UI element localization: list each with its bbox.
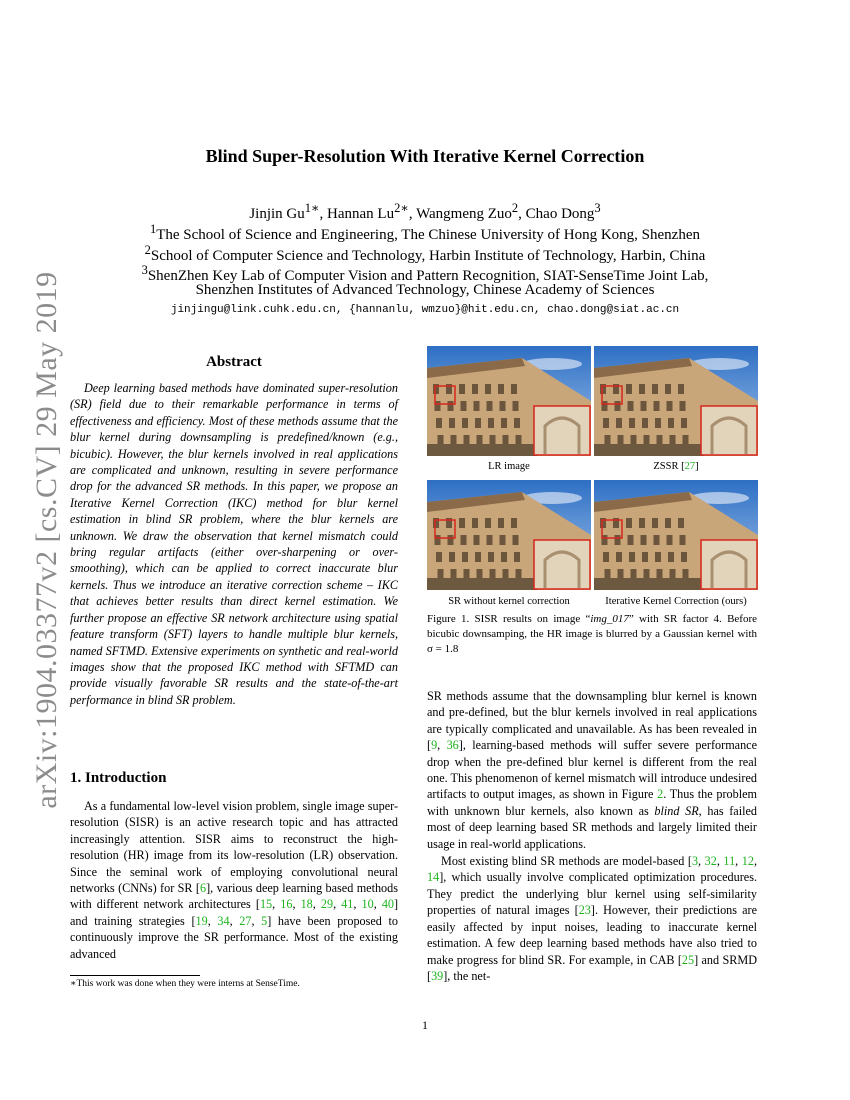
section-heading-introduction: 1. Introduction: [70, 770, 167, 786]
figure-image-lr: [427, 346, 591, 456]
arxiv-side-stamp: arXiv:1904.03377v2 [cs.CV] 29 May 2019: [30, 271, 63, 809]
citation-link[interactable]: 3: [691, 854, 699, 869]
citation-link[interactable]: 6: [200, 881, 207, 896]
author-sup: 2: [511, 201, 519, 215]
page-number: 1: [422, 1018, 428, 1032]
introduction-paragraph: As a fundamental low-level vision problem, single image super-resolution (SISR) is an active research topic and has attracted increasingly attention. SISR aims to reconstruct the high-resolution (HR) image from its low-resolution (LR) observation. Since the seminal work of employing convolutional neural networks (CNNs) for SR [6], various deep learning based methods with different network architectures [15, 16, 18, 29, 41, 10, 40] and training strategies [19, 34, 27, 5] have been proposed to continuously improve the SR performance. Most of the existing advanced: [70, 799, 399, 961]
author-name: Jinjin Gu: [249, 206, 305, 222]
author-list: Jinjin $Gu^{1∗}$, Hannan $Lu^{2∗}$, Wangmeng Zuo$^2$, Chao Dong$^3$: [249, 201, 601, 222]
affiliation-sup: 1: [149, 222, 157, 236]
citation-link[interactable]: 40: [381, 897, 394, 912]
affiliation-text: School of Computer Science and Technology, Harbin Institute of Technology, Harbin, China: [150, 248, 706, 264]
citation-link[interactable]: 14: [427, 870, 440, 885]
figure-subcaption: Iterative Kernel Correction (ours): [605, 596, 747, 607]
building-photo: [594, 346, 758, 456]
citation-link[interactable]: 32: [704, 854, 717, 869]
introduction-text: [70, 798, 398, 962]
affiliation-3-cont: Shenzhen Institutes of Advanced Technology, Chinese Academy of Sciences: [195, 282, 655, 298]
citation-link[interactable]: 16: [280, 897, 293, 912]
figure-subcaption: LR image: [488, 461, 530, 472]
building-photo: [427, 346, 591, 456]
citation-link[interactable]: 34: [217, 913, 230, 928]
citation-link[interactable]: 5: [261, 913, 268, 928]
footnote: ∗This work was done when they were interns at SenseTime.: [70, 979, 300, 989]
building-photo: [427, 480, 591, 590]
citation-link[interactable]: 11: [723, 854, 736, 869]
affiliation-sup: 2: [144, 243, 151, 257]
citation-link[interactable]: 39: [431, 968, 444, 983]
citation-link[interactable]: 29: [320, 897, 334, 912]
abstract-text: [70, 380, 398, 708]
figure-caption: Figure 1. SISR results on image “img_017” with SR factor 4. Before bicubic downsamping, the HR image is blurred by a Gaussian kernel with σ = 1.8: [427, 613, 757, 655]
abstract-paragraph: Deep learning based methods have dominated super-resolution (SR) field due to their remarkable performance in terms of effectiveness and efficiency. Most of these methods assume that the blur kernel during downsampling is predefined/known (e.g., bicubic). However, the blur kernels involved in real applications are complicated and unknown, resulting in severe performance drop for the advanced SR methods. In this paper, we propose an Iterative Kernel Correction (IKC) method for blur kernel estimation in blind SR problem, where the blur kernels are unknown. We draw the observation that kernel mismatch could bring regular artifacts (either over-sharpening or over-smoothing), which can be applied to correct inaccurate blur kernels. Thus we introduce an iterative correction scheme – IKC that achieves better results than direct kernel estimation. We further propose an effective SR network architecture using spatial feature transform (SFT) layers to handle multiple blur kernels, named SFTMD. Extensive experiments on synthetic and real-world images show that the proposed IKC method with SFTMD can provide visually favorable SR results and the state-of-the-art performance in blind SR problem.: [70, 381, 398, 707]
body-paragraph: SR methods assume that the downsampling blur kernel is known and pre-defined, but the blur kernels involved in real applications are typically complicated and unavailable. As has been revealed in [9, 36], learning-based methods will suffer severe performance drop when the pre-defined blur kernel is different from the real one. This phenomenon of kernel mismatch will introduce undesired artifacts to output images, as shown in Figure 2. Thus the problem with unknown blur kernels, also known as blind SR, has failed most of deep learning based SR methods and largely limited their usage in real-world applications.: [427, 689, 757, 851]
figure-subcaption: ZSSR [27]: [653, 461, 699, 472]
building-photo: [594, 480, 758, 590]
author-name: Wangmeng Zuo: [416, 206, 512, 222]
citation-link[interactable]: 36: [446, 738, 459, 753]
italic-text: blind SR: [654, 803, 699, 818]
citation-link[interactable]: 41: [341, 897, 354, 912]
author-sup: 3: [594, 201, 601, 215]
author-sup: 2∗: [394, 201, 409, 215]
citation-link[interactable]: 23: [578, 903, 591, 918]
citation-link[interactable]: 10: [361, 897, 374, 912]
citation-link[interactable]: 9: [431, 738, 438, 753]
author-name: Chao Dong: [525, 206, 595, 222]
figure-image-ikc: [594, 480, 758, 590]
citation-link[interactable]: 27: [239, 913, 252, 928]
italic-text: img_017: [590, 613, 629, 625]
paper-title: Blind Super-Resolution With Iterative Kernel Correction: [205, 146, 645, 166]
citation-link[interactable]: 19: [195, 913, 208, 928]
figure-image-zssr: [594, 346, 758, 456]
author-sup: 1∗: [304, 201, 320, 215]
figure-subcaption: SR without kernel correction: [448, 596, 570, 607]
affiliation-text: ShenZhen Key Lab of Computer Vision and Pattern Recognition, SIAT-SenseTime Joint Lab,: [147, 268, 709, 284]
affiliation-sup: 3: [141, 263, 148, 277]
affiliation-text: The School of Science and Engineering, The Chinese University of Hong Kong, Shenzhen: [156, 227, 700, 243]
citation-link[interactable]: 18: [300, 897, 313, 912]
citation-link[interactable]: 2: [657, 787, 664, 802]
right-column-text: [427, 688, 757, 984]
citation-link[interactable]: 12: [741, 854, 754, 869]
footnote-rule: [70, 975, 200, 976]
abstract-heading: Abstract: [206, 354, 262, 370]
citation-link[interactable]: 25: [681, 952, 695, 967]
citation-link[interactable]: 15: [259, 897, 273, 912]
body-paragraph: Most existing blind SR methods are model-based [3, 32, 11, 12, 14], which usually involve complicated optimization procedures. They predict the underlying blur kernel using self-similarity properties of natural images [23]. However, their predictions are easily affected by input noises, leading to inaccurate kernel estimation. A few deep learning based methods have also tried to make progress for blind SR. For example, in CAB [25] and SRMD [39], the net-: [427, 854, 757, 983]
author-emails: jinjingu@link.cuhk.edu.cn, {hannanlu, wmzuo}@hit.edu.cn, chao.dong@siat.ac.cn: [170, 304, 680, 316]
figure-image-sr-without-correction: [427, 480, 591, 590]
author-name: Hannan Lu: [327, 206, 395, 222]
